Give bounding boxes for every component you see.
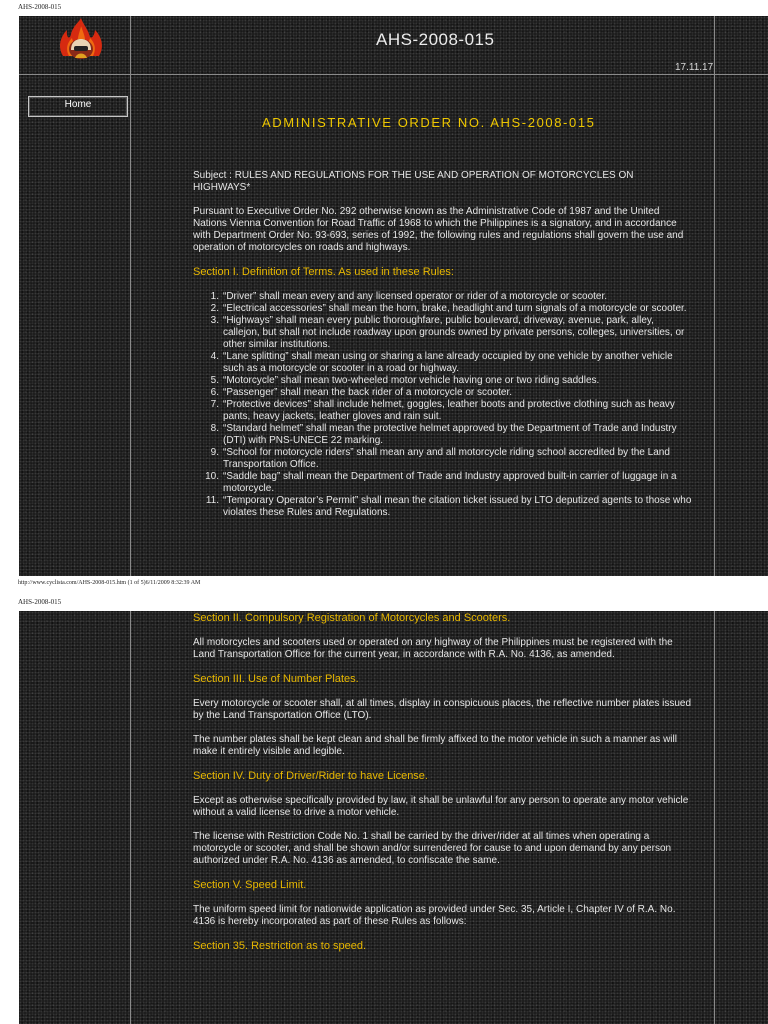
list-item-text: “Passenger” shall mean the back rider of a motorcycle or scooter. [223,387,513,398]
list-item-number: 9. [210,447,219,458]
intro-paragraph: Pursuant to Executive Order No. 292 otherwise known as the Administrative Code of 1987 and the United Nations Vienna Convention for Road Traffic of 1968 to which the Philippines is a signatory, and in accordance with Department Order No. 93-693, series of 1992, the following rules and regulations shall govern the use and operation of motorcycles on roads and highways. [193,206,684,253]
list-item-text: “Driver” shall mean every and any licensed operator or rider of a motorcycle or scooter. [223,291,608,302]
subject-paragraph: Subject : RULES AND REGULATIONS FOR THE USE AND OPERATION OF MOTORCYCLES ON HIGHWAYS* [193,170,634,193]
list-item-number: 10. [205,471,219,482]
list-item-number: 1. [210,291,219,302]
print-header: AHS-2008-015 [18,598,62,606]
section-35-heading: Section 35. Restriction as to speed. [193,940,367,952]
list-item-text: “Electrical accessories” shall mean the horn, brake, headlight and turn signals of a motorcycle or scooter. [223,303,687,314]
flaming-helmet-logo-icon [53,18,109,64]
section-5-paragraph: The uniform speed limit for nationwide application as provided under Sec. 35, Article I, Chapter IV of R.A. No. 4136 is hereby incorporated as part of these Rules as follows: [193,904,676,927]
list-item-number: 2. [210,303,219,314]
section-4-heading: Section IV. Duty of Driver/Rider to have License. [193,770,428,782]
list-item-text: “Standard helmet” shall mean the protective helmet approved by the Department of Trade and Industry (DTI) with PNS-UNECE 22 marking. [223,423,677,446]
list-item [193,303,693,315]
order-title: ADMINISTRATIVE ORDER NO. AHS-2008-015 [262,115,596,130]
list-item-text: “School for motorcycle riders” shall mean any and all motorcycle riding school accredited by the Land Transportation Office. [223,447,670,470]
list-item-text: “Motorcycle” shall mean two-wheeled motor vehicle having one or two riding saddles. [223,375,600,386]
section-4-paragraph: Except as otherwise specifically provided by law, it shall be unlawful for any person to operate any motor vehicle without a valid license to drive a motor vehicle. [193,795,689,818]
section-1-heading: Section I. Definition of Terms. As used in these Rules: [193,266,454,278]
print-footer: http://www.cyclista.com/AHS-2008-015.htm (1 of 5)6/11/2009 8:32:39 AM [18,580,201,586]
site-title: AHS-2008-015 [376,30,495,49]
list-item-number: 3. [210,315,219,326]
list-item [193,471,693,495]
list-item [193,315,693,351]
header-divider [19,74,768,75]
section-4-paragraph: The license with Restriction Code No. 1 shall be carried by the driver/rider at all times when operating a motorcycle or scooter, and shall be shown and/or surrendered for cause to and upon demand by any person authorized under R.A. No. 4136 as amended, to confiscate the same. [193,831,672,866]
document-page-2 [19,611,768,1024]
list-item-text: “Highways” shall mean every public thoroughfare, public boulevard, driveway, avenue, park, alley, callejon, but shall not include roadway upon grounds owned by private persons, colleges, universities, or other similar institutions. [223,315,685,350]
list-item [193,351,693,375]
right-column-divider [714,16,715,576]
page-2-content [193,612,693,965]
date-label: 17.11.17 [675,62,714,73]
list-item [193,399,693,423]
left-column-divider [130,611,131,1024]
list-item-number: 6. [210,387,219,398]
document-page-1 [19,16,768,576]
section-2-paragraph: All motorcycles and scooters used or operated on any highway of the Philippines must be registered with the Land Transportation Office for the current year, in accordance with R.A. No. 4136, as amended. [193,637,673,660]
list-item-text: “Temporary Operator’s Permit” shall mean the citation ticket issued by LTO deputized agents to those who violates these Rules and Regulations. [223,495,692,518]
list-item-number: 8. [210,423,219,434]
list-item-number: 4. [210,351,219,362]
section-3-paragraph: Every motorcycle or scooter shall, at all times, display in conspicuous places, the reflective number plates issued by the Land Transportation Office (LTO). [193,698,692,721]
page-1-content [193,170,693,519]
definitions-list [193,291,693,519]
list-item-number: 11. [205,495,219,506]
section-3-paragraph: The number plates shall be kept clean and shall be firmly affixed to the motor vehicle in such a manner as will make it entirely visible and legible. [193,734,677,757]
list-item-text: “Protective devices” shall include helmet, goggles, leather boots and protective clothing such as heavy pants, heavy jackets, leather gloves and rain suit. [223,399,675,422]
list-item [193,291,693,303]
list-item-number: 5. [210,375,219,386]
list-item [193,387,693,399]
list-item-number: 7. [210,399,219,410]
section-5-heading: Section V. Speed Limit. [193,879,307,891]
section-2-heading: Section II. Compulsory Registration of Motorcycles and Scooters. [193,612,511,624]
section-3-heading: Section III. Use of Number Plates. [193,673,359,685]
list-item [193,423,693,447]
list-item [193,495,693,519]
list-item [193,375,693,387]
home-button[interactable]: Home [28,96,128,117]
list-item-text: “Saddle bag” shall mean the Department of Trade and Industry approved built-in carrier of luggage in a motorcycle. [223,471,677,494]
left-column-divider [130,16,131,576]
list-item [193,447,693,471]
list-item-text: “Lane splitting” shall mean using or sharing a lane already occupied by one vehicle by another vehicle such as a motorcycle or scooter in a road or highway. [223,351,673,374]
print-header: AHS-2008-015 [18,3,62,11]
right-column-divider [714,611,715,1024]
